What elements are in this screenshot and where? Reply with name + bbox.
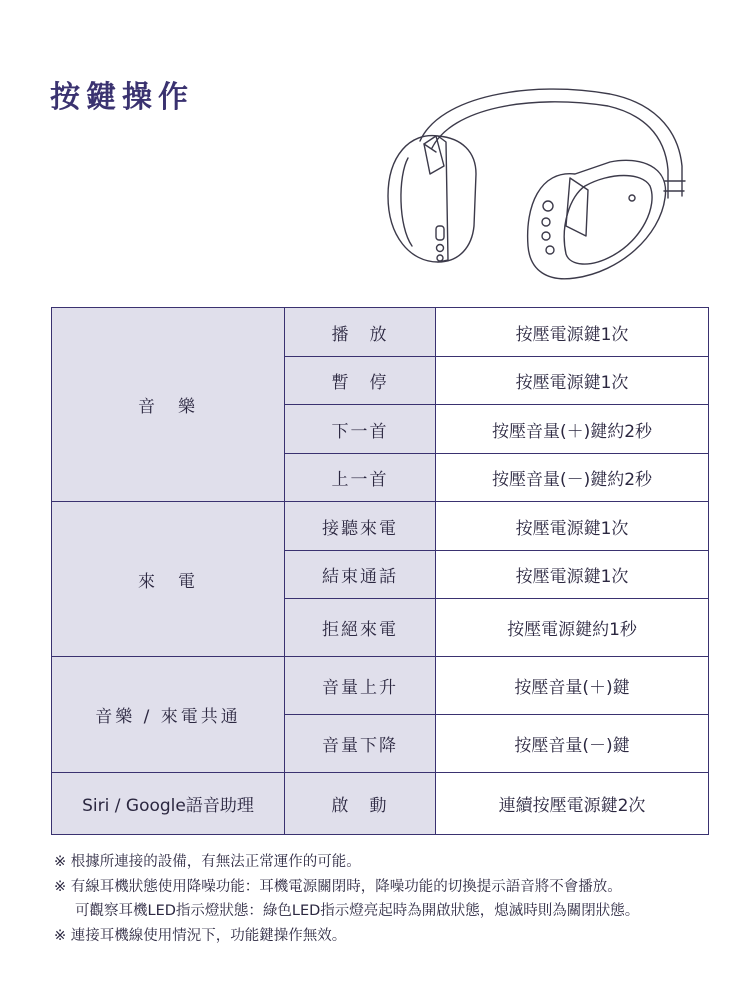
note-line: ※ 連接耳機線使用情況下，功能鍵操作無效。 <box>54 927 347 944</box>
action-cell: 結束通話 <box>285 551 436 599</box>
action-cell: 音量下降 <box>285 715 436 773</box>
table-row <box>52 308 709 357</box>
action-cell: 音量上升 <box>285 657 436 715</box>
note-line: 可觀察耳機LED指示燈狀態：綠色LED指示燈亮起時為開啟狀態，熄滅時則為關閉狀態。 <box>75 903 640 919</box>
category-cell: 來 電 <box>52 502 285 657</box>
operation-cell: 按壓音量(－)鍵 <box>436 715 709 773</box>
operation-cell: 按壓電源鍵1次 <box>436 357 709 405</box>
operation-cell: 按壓音量(＋)鍵 <box>436 657 709 715</box>
action-cell: 下一首 <box>285 405 436 454</box>
category-cell: 音樂 / 來電共通 <box>52 657 285 773</box>
note-line: ※ 根據所連接的設備，有無法正常運作的可能。 <box>54 854 361 870</box>
operation-cell: 按壓電源鍵1次 <box>436 502 709 551</box>
operation-cell: 連續按壓電源鍵2次 <box>436 773 709 835</box>
operation-cell: 按壓電源鍵1次 <box>436 308 709 357</box>
category-cell: 音 樂 <box>52 308 285 502</box>
operation-cell: 按壓電源鍵約1秒 <box>436 599 709 657</box>
action-cell: 播 放 <box>285 308 436 357</box>
action-cell: 暫 停 <box>285 357 436 405</box>
page-title: 按鍵操作 <box>50 80 194 115</box>
table-row <box>52 657 709 715</box>
notes <box>54 850 639 948</box>
action-cell: 上一首 <box>285 454 436 502</box>
table-row <box>52 502 709 551</box>
note-line: ※ 有線耳機狀態使用降噪功能：耳機電源關閉時，降噪功能的切換提示語音將不會播放。 <box>54 878 622 895</box>
headphones-illustration <box>380 86 710 286</box>
category-cell: Siri / Google語音助理 <box>52 773 285 835</box>
operation-cell: 按壓音量(－)鍵約2秒 <box>436 454 709 502</box>
action-cell: 啟 動 <box>285 773 436 835</box>
button-operation-table <box>51 307 709 835</box>
table-row <box>52 773 709 835</box>
action-cell: 拒絕來電 <box>285 599 436 657</box>
operation-cell: 按壓電源鍵1次 <box>436 551 709 599</box>
action-cell: 接聽來電 <box>285 502 436 551</box>
operation-cell: 按壓音量(＋)鍵約2秒 <box>436 405 709 454</box>
